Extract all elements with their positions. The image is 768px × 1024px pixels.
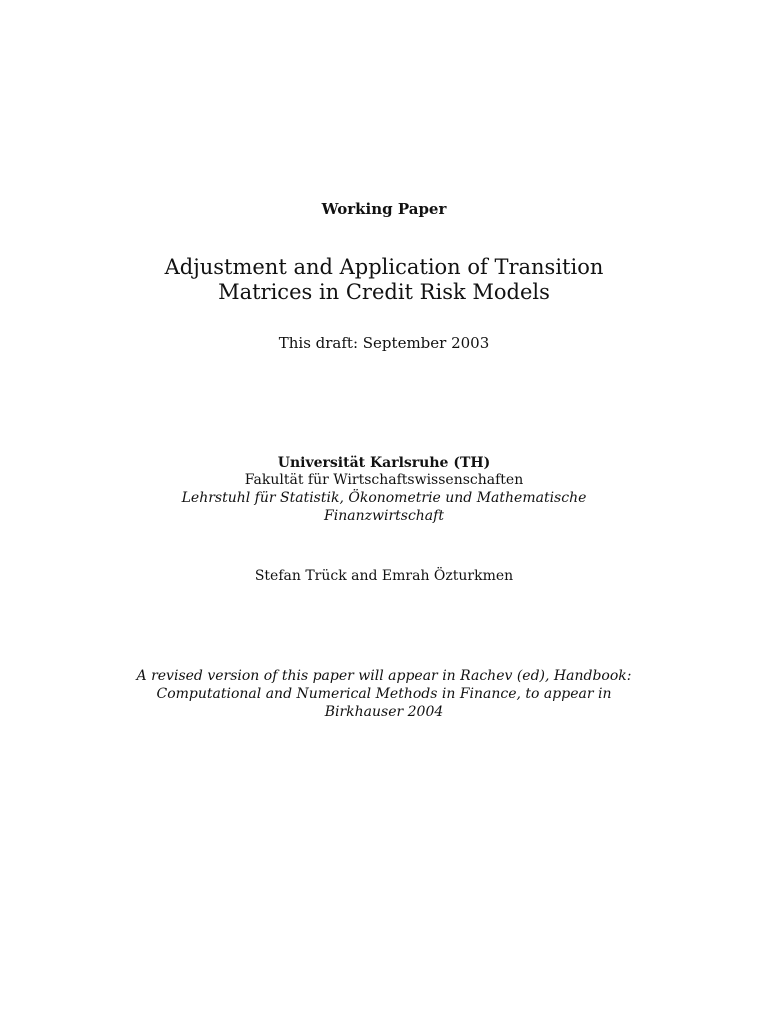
publication-note-line-1: A revised version of this paper will appear in Rachev (ed), Handbook: <box>136 668 632 684</box>
chair-name-line-2: Finanzwirtschaft <box>324 508 444 524</box>
chair-name-line-1: Lehrstuhl für Statistik, Ökonometrie und Mathematische <box>181 490 587 506</box>
faculty-name: Fakultät für Wirtschaftswissenschaften <box>244 472 524 488</box>
authors: Stefan Trück and Emrah Özturkmen <box>254 568 514 584</box>
paper-title-line-2: Matrices in Credit Risk Models <box>218 280 550 304</box>
paper-title-line-1: Adjustment and Application of Transition <box>164 255 604 279</box>
working-paper-label: Working Paper <box>321 200 447 218</box>
draft-date: This draft: September 2003 <box>278 334 490 352</box>
university-name: Universität Karlsruhe (TH) <box>277 455 491 471</box>
publication-note-line-2: Computational and Numerical Methods in Finance, to appear in <box>156 686 612 702</box>
publication-note-line-3: Birkhauser 2004 <box>324 704 444 720</box>
